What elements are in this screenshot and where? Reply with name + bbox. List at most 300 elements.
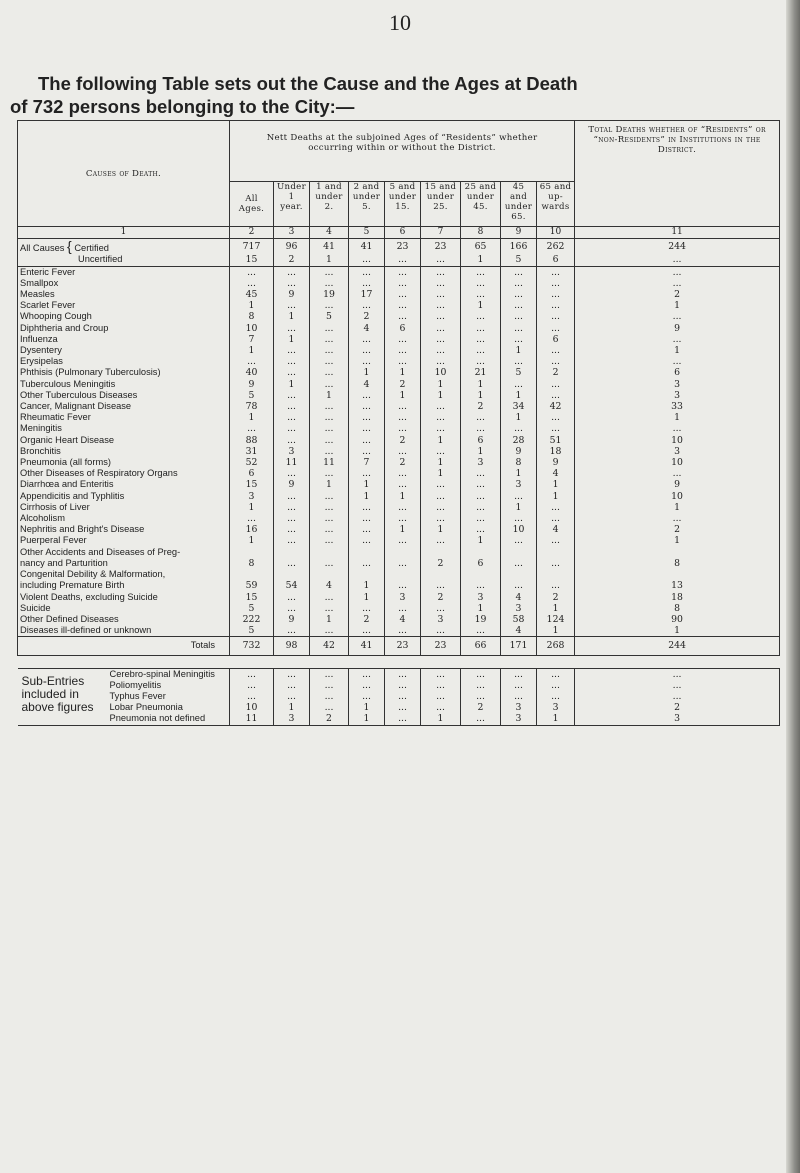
cell: ... bbox=[385, 401, 421, 412]
cell: ... bbox=[501, 558, 537, 569]
cause-label: Meningitis bbox=[18, 423, 230, 434]
cell: 1 bbox=[501, 468, 537, 479]
cell: 2 bbox=[349, 311, 385, 322]
cell: 23 bbox=[421, 637, 461, 655]
table-row bbox=[18, 435, 780, 446]
cell: ... bbox=[461, 502, 501, 513]
cell: 3 bbox=[537, 702, 575, 713]
cell: ... bbox=[310, 345, 349, 356]
column-number: 10 bbox=[537, 227, 575, 239]
cell: 171 bbox=[501, 637, 537, 655]
cell: 10 bbox=[421, 367, 461, 378]
cell bbox=[501, 547, 537, 558]
table-row bbox=[18, 278, 780, 289]
column-number: 8 bbox=[461, 227, 501, 239]
cell bbox=[274, 569, 310, 580]
cell: 10 bbox=[501, 524, 537, 535]
cell: 59 bbox=[230, 580, 274, 591]
cell: ... bbox=[421, 603, 461, 614]
table-row bbox=[18, 323, 780, 334]
cause-label: Whooping Cough bbox=[18, 311, 230, 322]
table-heading bbox=[10, 72, 780, 118]
cell bbox=[385, 547, 421, 558]
cell: ... bbox=[310, 468, 349, 479]
cell: 2 bbox=[575, 702, 780, 713]
cell: 6 bbox=[537, 254, 575, 266]
table-row bbox=[18, 614, 780, 625]
cell: ... bbox=[349, 356, 385, 367]
cell: ... bbox=[310, 558, 349, 569]
nett-deaths-header: Nett Deaths at the subjoined Ages of “Residents” whether occurring within or without the District. bbox=[230, 121, 575, 182]
cell: ... bbox=[349, 513, 385, 524]
cell: 13 bbox=[575, 580, 780, 591]
cell: 18 bbox=[537, 446, 575, 457]
sub-entry-label: Lobar Pneumonia bbox=[18, 702, 230, 713]
column-number: 3 bbox=[274, 227, 310, 239]
cell: ... bbox=[274, 266, 310, 278]
cell: ... bbox=[274, 300, 310, 311]
cell: ... bbox=[310, 592, 349, 603]
cell: 1 bbox=[310, 479, 349, 490]
spacer bbox=[18, 655, 780, 668]
cell: ... bbox=[310, 323, 349, 334]
cell bbox=[349, 547, 385, 558]
cell: ... bbox=[575, 513, 780, 524]
table-row bbox=[18, 266, 780, 278]
cell: ... bbox=[501, 580, 537, 591]
cell: 2 bbox=[575, 289, 780, 300]
cell: ... bbox=[349, 345, 385, 356]
cell: ... bbox=[230, 668, 274, 680]
cell: 7 bbox=[349, 457, 385, 468]
cell: 11 bbox=[274, 457, 310, 468]
cell: 41 bbox=[310, 239, 349, 255]
cell: ... bbox=[349, 254, 385, 266]
cell: ... bbox=[385, 278, 421, 289]
cause-of-death-table bbox=[17, 120, 780, 726]
cell: ... bbox=[349, 390, 385, 401]
sub-entry-label: Poliomyelitis bbox=[18, 680, 230, 691]
cell: ... bbox=[421, 446, 461, 457]
cell: 124 bbox=[537, 614, 575, 625]
uncertified-label: Uncertified bbox=[18, 254, 230, 266]
cell: ... bbox=[385, 468, 421, 479]
table-row bbox=[18, 547, 780, 558]
cell: 2 bbox=[274, 254, 310, 266]
cell: ... bbox=[310, 502, 349, 513]
cell: 8 bbox=[501, 457, 537, 468]
cell: ... bbox=[537, 266, 575, 278]
cause-label: including Premature Birth bbox=[18, 580, 230, 591]
cell: 6 bbox=[230, 468, 274, 479]
cell: ... bbox=[310, 423, 349, 434]
cause-label: Congenital Debility & Malformation, bbox=[18, 569, 230, 580]
causes-header: Causes of Death. bbox=[18, 121, 230, 227]
cell: ... bbox=[230, 680, 274, 691]
cell: 96 bbox=[274, 239, 310, 255]
cell: 54 bbox=[274, 580, 310, 591]
cell: 17 bbox=[349, 289, 385, 300]
cell: ... bbox=[461, 713, 501, 725]
cell: ... bbox=[385, 668, 421, 680]
cell: ... bbox=[501, 668, 537, 680]
cell: 1 bbox=[385, 367, 421, 378]
table-row bbox=[18, 603, 780, 614]
cell: 10 bbox=[230, 323, 274, 334]
cell: ... bbox=[501, 691, 537, 702]
all-causes-text: All Causes bbox=[20, 243, 65, 254]
cell: ... bbox=[537, 680, 575, 691]
cell: 9 bbox=[230, 379, 274, 390]
cell: ... bbox=[385, 513, 421, 524]
cell: ... bbox=[421, 323, 461, 334]
cell: ... bbox=[310, 334, 349, 345]
cell: ... bbox=[537, 278, 575, 289]
page-number: 10 bbox=[389, 10, 411, 35]
cell: ... bbox=[274, 423, 310, 434]
cell: 3 bbox=[421, 614, 461, 625]
cell: ... bbox=[310, 266, 349, 278]
cause-label: Nephritis and Bright's Disease bbox=[18, 524, 230, 535]
cell: ... bbox=[230, 691, 274, 702]
cell: 3 bbox=[274, 446, 310, 457]
cell: 23 bbox=[421, 239, 461, 255]
table-row bbox=[18, 390, 780, 401]
cell: 3 bbox=[501, 702, 537, 713]
cell: 3 bbox=[575, 446, 780, 457]
cell: ... bbox=[461, 491, 501, 502]
table-row bbox=[18, 334, 780, 345]
cell: ... bbox=[575, 668, 780, 680]
cell: 6 bbox=[385, 323, 421, 334]
cell: ... bbox=[310, 300, 349, 311]
cell: 4 bbox=[537, 524, 575, 535]
cell: 5 bbox=[501, 367, 537, 378]
cell: ... bbox=[537, 356, 575, 367]
cell: 1 bbox=[461, 446, 501, 457]
cell: ... bbox=[310, 278, 349, 289]
cell: ... bbox=[421, 680, 461, 691]
cell: 1 bbox=[501, 412, 537, 423]
cell: ... bbox=[501, 356, 537, 367]
cell: ... bbox=[385, 412, 421, 423]
cell: ... bbox=[461, 625, 501, 637]
cell: ... bbox=[310, 524, 349, 535]
cell: ... bbox=[274, 603, 310, 614]
cell: ... bbox=[385, 423, 421, 434]
column-number: 4 bbox=[310, 227, 349, 239]
cell: 1 bbox=[230, 300, 274, 311]
cell: 9 bbox=[575, 323, 780, 334]
cell: ... bbox=[461, 668, 501, 680]
cell: ... bbox=[575, 680, 780, 691]
cell: 1 bbox=[349, 580, 385, 591]
cell: 2 bbox=[461, 702, 501, 713]
table-row bbox=[18, 401, 780, 412]
cell: ... bbox=[349, 625, 385, 637]
cell: ... bbox=[310, 379, 349, 390]
all-causes-uncertified-row bbox=[18, 254, 780, 266]
cause-label: Suicide bbox=[18, 603, 230, 614]
cell: ... bbox=[310, 367, 349, 378]
cell: ... bbox=[274, 435, 310, 446]
all-causes-certified-row bbox=[18, 239, 780, 255]
age-header: 2 and under 5. bbox=[349, 182, 385, 227]
cell: 9 bbox=[501, 446, 537, 457]
cell: 10 bbox=[230, 702, 274, 713]
cell bbox=[501, 569, 537, 580]
cell: ... bbox=[310, 401, 349, 412]
cell: ... bbox=[310, 356, 349, 367]
cell: 1 bbox=[461, 603, 501, 614]
cell: 11 bbox=[230, 713, 274, 725]
cell: ... bbox=[501, 311, 537, 322]
cell: 717 bbox=[230, 239, 274, 255]
cell: ... bbox=[537, 289, 575, 300]
cell: 1 bbox=[421, 468, 461, 479]
cell: ... bbox=[461, 278, 501, 289]
cell: ... bbox=[421, 278, 461, 289]
cell: ... bbox=[537, 691, 575, 702]
cell: ... bbox=[349, 401, 385, 412]
cell: 6 bbox=[537, 334, 575, 345]
cell: ... bbox=[310, 446, 349, 457]
cell: 2 bbox=[310, 713, 349, 725]
age-header: All Ages. bbox=[230, 182, 274, 227]
cell: 1 bbox=[461, 379, 501, 390]
table-row bbox=[18, 479, 780, 490]
cell: ... bbox=[230, 513, 274, 524]
cell: ... bbox=[349, 668, 385, 680]
cell: 1 bbox=[349, 592, 385, 603]
cell bbox=[274, 547, 310, 558]
cell: ... bbox=[461, 468, 501, 479]
cell: ... bbox=[349, 680, 385, 691]
cell: ... bbox=[537, 535, 575, 546]
cell: 2 bbox=[349, 614, 385, 625]
cell: 1 bbox=[501, 345, 537, 356]
cell: ... bbox=[421, 491, 461, 502]
cell: 4 bbox=[385, 614, 421, 625]
cell: ... bbox=[575, 266, 780, 278]
cell: ... bbox=[501, 491, 537, 502]
cell: ... bbox=[575, 254, 780, 266]
cell: 1 bbox=[421, 524, 461, 535]
age-header: 5 and under 15. bbox=[385, 182, 421, 227]
cell: 10 bbox=[575, 457, 780, 468]
cell: ... bbox=[575, 278, 780, 289]
cause-label: Erysipelas bbox=[18, 356, 230, 367]
cell bbox=[421, 547, 461, 558]
cell: ... bbox=[310, 603, 349, 614]
cell: ... bbox=[274, 356, 310, 367]
cell: ... bbox=[230, 278, 274, 289]
cell: ... bbox=[461, 580, 501, 591]
cause-label: Appendicitis and Typhlitis bbox=[18, 491, 230, 502]
cell: ... bbox=[385, 691, 421, 702]
total-deaths-header: Total Deaths whether of “Residents” or “non-Residents” in Institutions in the District. bbox=[575, 121, 780, 227]
cell: 1 bbox=[230, 535, 274, 546]
cell: 4 bbox=[349, 379, 385, 390]
cell: ... bbox=[349, 266, 385, 278]
cell: ... bbox=[385, 300, 421, 311]
cell: 1 bbox=[575, 412, 780, 423]
cell: ... bbox=[349, 691, 385, 702]
age-header: 15 and under 25. bbox=[421, 182, 461, 227]
cell: ... bbox=[461, 345, 501, 356]
cell: ... bbox=[537, 311, 575, 322]
cell: 1 bbox=[421, 713, 461, 725]
sub-entry-row bbox=[18, 680, 780, 691]
cell: 1 bbox=[274, 311, 310, 322]
cell: ... bbox=[421, 334, 461, 345]
cell: 3 bbox=[575, 713, 780, 725]
cell: ... bbox=[230, 266, 274, 278]
table-row bbox=[18, 356, 780, 367]
cell: ... bbox=[385, 311, 421, 322]
cause-label: Measles bbox=[18, 289, 230, 300]
cell: ... bbox=[537, 668, 575, 680]
cell: 1 bbox=[349, 713, 385, 725]
cell: 1 bbox=[349, 702, 385, 713]
cell: 9 bbox=[274, 289, 310, 300]
cell: ... bbox=[310, 535, 349, 546]
cell: 8 bbox=[575, 558, 780, 569]
cell: ... bbox=[461, 334, 501, 345]
table-row bbox=[18, 412, 780, 423]
cell: 78 bbox=[230, 401, 274, 412]
page-edge bbox=[786, 0, 800, 1173]
cause-label: Rheumatic Fever bbox=[18, 412, 230, 423]
cell: 19 bbox=[461, 614, 501, 625]
cell: ... bbox=[349, 334, 385, 345]
cell: ... bbox=[274, 345, 310, 356]
cell: ... bbox=[461, 323, 501, 334]
table-row bbox=[18, 367, 780, 378]
cell bbox=[461, 569, 501, 580]
cell: ... bbox=[461, 289, 501, 300]
cell: ... bbox=[349, 278, 385, 289]
cause-label: Puerperal Fever bbox=[18, 535, 230, 546]
cell: 3 bbox=[274, 713, 310, 725]
cell: 98 bbox=[274, 637, 310, 655]
cell: ... bbox=[349, 603, 385, 614]
cell: ... bbox=[349, 435, 385, 446]
cell: ... bbox=[501, 680, 537, 691]
cell: ... bbox=[537, 412, 575, 423]
cell: ... bbox=[274, 491, 310, 502]
cell: 1 bbox=[537, 603, 575, 614]
cell: 41 bbox=[349, 637, 385, 655]
cell: ... bbox=[421, 702, 461, 713]
age-header: 25 and under 45. bbox=[461, 182, 501, 227]
cell: 1 bbox=[575, 300, 780, 311]
cell: 4 bbox=[501, 625, 537, 637]
cell: 732 bbox=[230, 637, 274, 655]
cell: 1 bbox=[421, 457, 461, 468]
cause-label: Other Defined Diseases bbox=[18, 614, 230, 625]
cell: 3 bbox=[230, 491, 274, 502]
sub-entry-label: Typhus Fever bbox=[18, 691, 230, 702]
table-row bbox=[18, 569, 780, 580]
cell: ... bbox=[537, 513, 575, 524]
cell: ... bbox=[349, 423, 385, 434]
heading-line-2: of 732 persons belonging to the City:— bbox=[10, 96, 355, 117]
cell: ... bbox=[501, 289, 537, 300]
cell: ... bbox=[421, 345, 461, 356]
cause-label: Organic Heart Disease bbox=[18, 435, 230, 446]
cell: 1 bbox=[537, 479, 575, 490]
cell: ... bbox=[274, 502, 310, 513]
cell: 1 bbox=[575, 625, 780, 637]
column-number: 1 bbox=[18, 227, 230, 239]
cell: ... bbox=[310, 691, 349, 702]
cell: ... bbox=[461, 479, 501, 490]
table-row bbox=[18, 457, 780, 468]
cell: ... bbox=[537, 300, 575, 311]
sub-entry-row bbox=[18, 713, 780, 725]
cell: ... bbox=[310, 435, 349, 446]
cell: 16 bbox=[230, 524, 274, 535]
cell: ... bbox=[230, 356, 274, 367]
cell: ... bbox=[421, 412, 461, 423]
column-number: 6 bbox=[385, 227, 421, 239]
cell: ... bbox=[461, 680, 501, 691]
cell: ... bbox=[575, 356, 780, 367]
column-number: 5 bbox=[349, 227, 385, 239]
cell bbox=[310, 569, 349, 580]
cell: ... bbox=[274, 592, 310, 603]
cell: ... bbox=[501, 323, 537, 334]
cell: 2 bbox=[385, 435, 421, 446]
cell: ... bbox=[385, 502, 421, 513]
cell: 90 bbox=[575, 614, 780, 625]
cell: ... bbox=[385, 266, 421, 278]
cell: ... bbox=[274, 390, 310, 401]
age-header: Under 1 year. bbox=[274, 182, 310, 227]
cell: ... bbox=[274, 691, 310, 702]
cause-label: Alcoholism bbox=[18, 513, 230, 524]
cell: 5 bbox=[501, 254, 537, 266]
cause-label: Other Tuberculous Diseases bbox=[18, 390, 230, 401]
cell bbox=[310, 547, 349, 558]
cause-label: Tuberculous Meningitis bbox=[18, 379, 230, 390]
cell: 8 bbox=[230, 311, 274, 322]
cell bbox=[537, 569, 575, 580]
cell: 1 bbox=[461, 300, 501, 311]
cell: ... bbox=[310, 668, 349, 680]
cell: ... bbox=[274, 625, 310, 637]
cell: 51 bbox=[537, 435, 575, 446]
cause-label: Cancer, Malignant Disease bbox=[18, 401, 230, 412]
cell: ... bbox=[349, 446, 385, 457]
cell: 1 bbox=[501, 390, 537, 401]
cell: 6 bbox=[575, 367, 780, 378]
table-row bbox=[18, 625, 780, 637]
table-row bbox=[18, 491, 780, 502]
cell: 5 bbox=[230, 625, 274, 637]
cell: ... bbox=[310, 625, 349, 637]
cell: 1 bbox=[349, 491, 385, 502]
cell: 1 bbox=[230, 412, 274, 423]
cell: 28 bbox=[501, 435, 537, 446]
cell: ... bbox=[274, 513, 310, 524]
cell: 1 bbox=[421, 390, 461, 401]
cell: ... bbox=[385, 345, 421, 356]
cell: ... bbox=[274, 401, 310, 412]
cell: 268 bbox=[537, 637, 575, 655]
cell: 2 bbox=[537, 592, 575, 603]
